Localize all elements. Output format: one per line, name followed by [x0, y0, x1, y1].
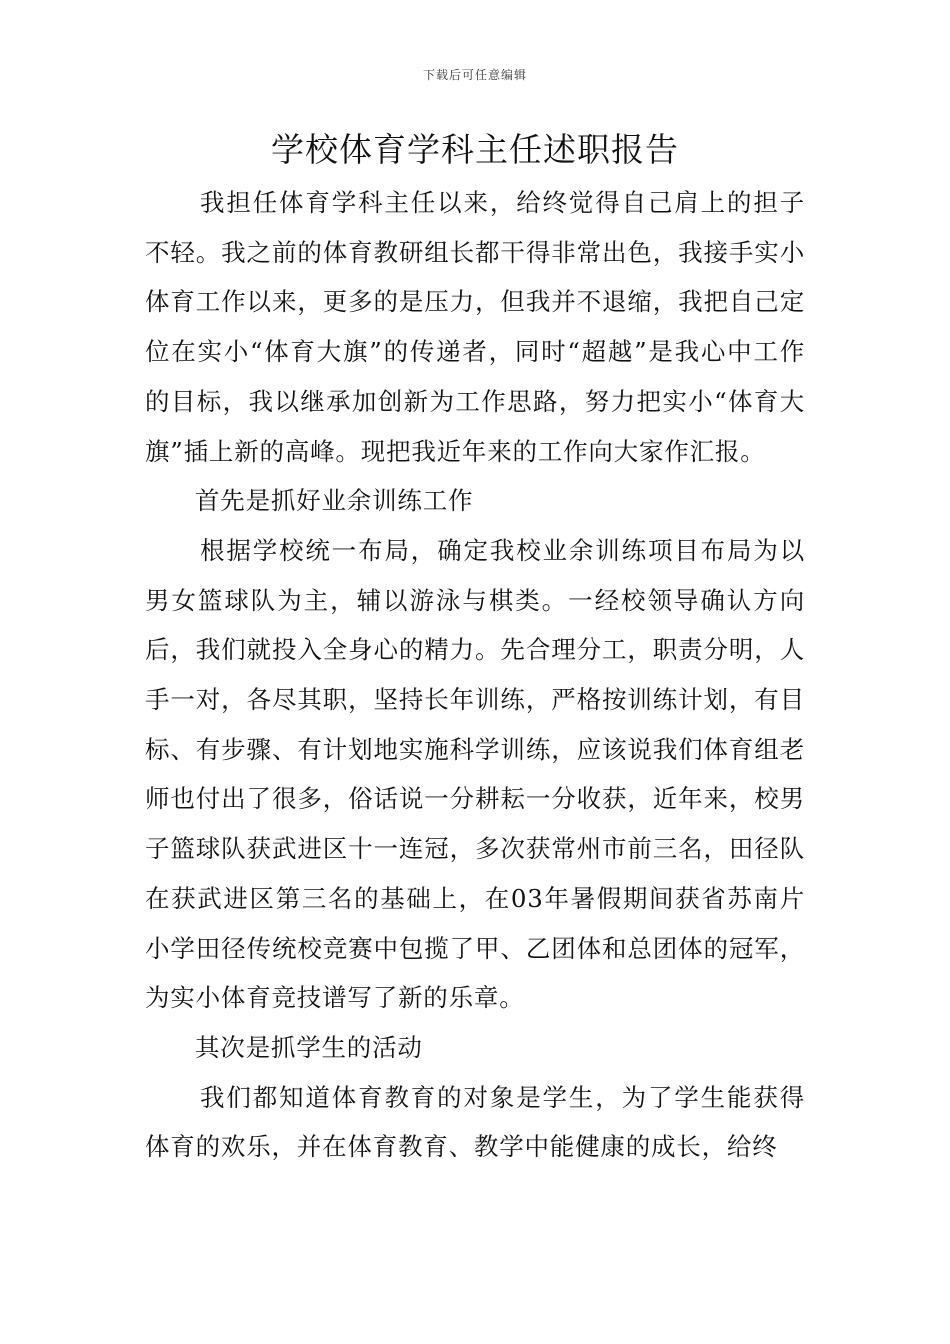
document-body	[145, 178, 805, 1172]
document-title: 学校体育学科主任述职报告	[271, 130, 679, 169]
header-note: 下载后可任意编辑	[422, 68, 527, 82]
paragraph-activities: 我们都知道体育教育的对象是学生，为了学生能获得体育的欢乐，并在体育教育、教学中能健康的成长，给终	[145, 1082, 805, 1162]
paragraph-intro: 我担任体育学科主任以来，给终觉得自己肩上的担子不轻。我之前的体育教研组长都干得非常出色，我接手实小体育工作以来，更多的是压力，但我并不退缩，我把自己定位在实小“体育大旗”的传递者，同时“超越”是我心中工作的目标，我以继承加创新为工作思路，努力把实小“体育大旗”插上新的高峰。现把我近年来的工作向大家作汇报。	[145, 188, 805, 466]
section-heading-training: 首先是抓好业余训练工作	[195, 486, 474, 516]
section-heading-activities: 其次是抓学生的活动	[195, 1032, 423, 1062]
paragraph-training: 根据学校统一布局，确定我校业余训练项目布局为以男女篮球队为主，辅以游泳与棋类。一经校领导确认方向后，我们就投入全身心的精力。先合理分工，职责分明，人手一对，各尽其职，坚持长年训练，严格按训练计划，有目标、有步骤、有计划地实施科学训练，应该说我们体育组老师也付出了很多，俗话说一分耕耘一分收获，近年来，校男子篮球队获武进区十一连冠，多次获常州市前三名，田径队在获武进区第三名的基础上，在03年暑假期间获省苏南片小学田径传统校竞赛中包揽了甲、乙团体和总团体的冠军，为实小体育竞技谱写了新的乐章。	[145, 535, 805, 1013]
